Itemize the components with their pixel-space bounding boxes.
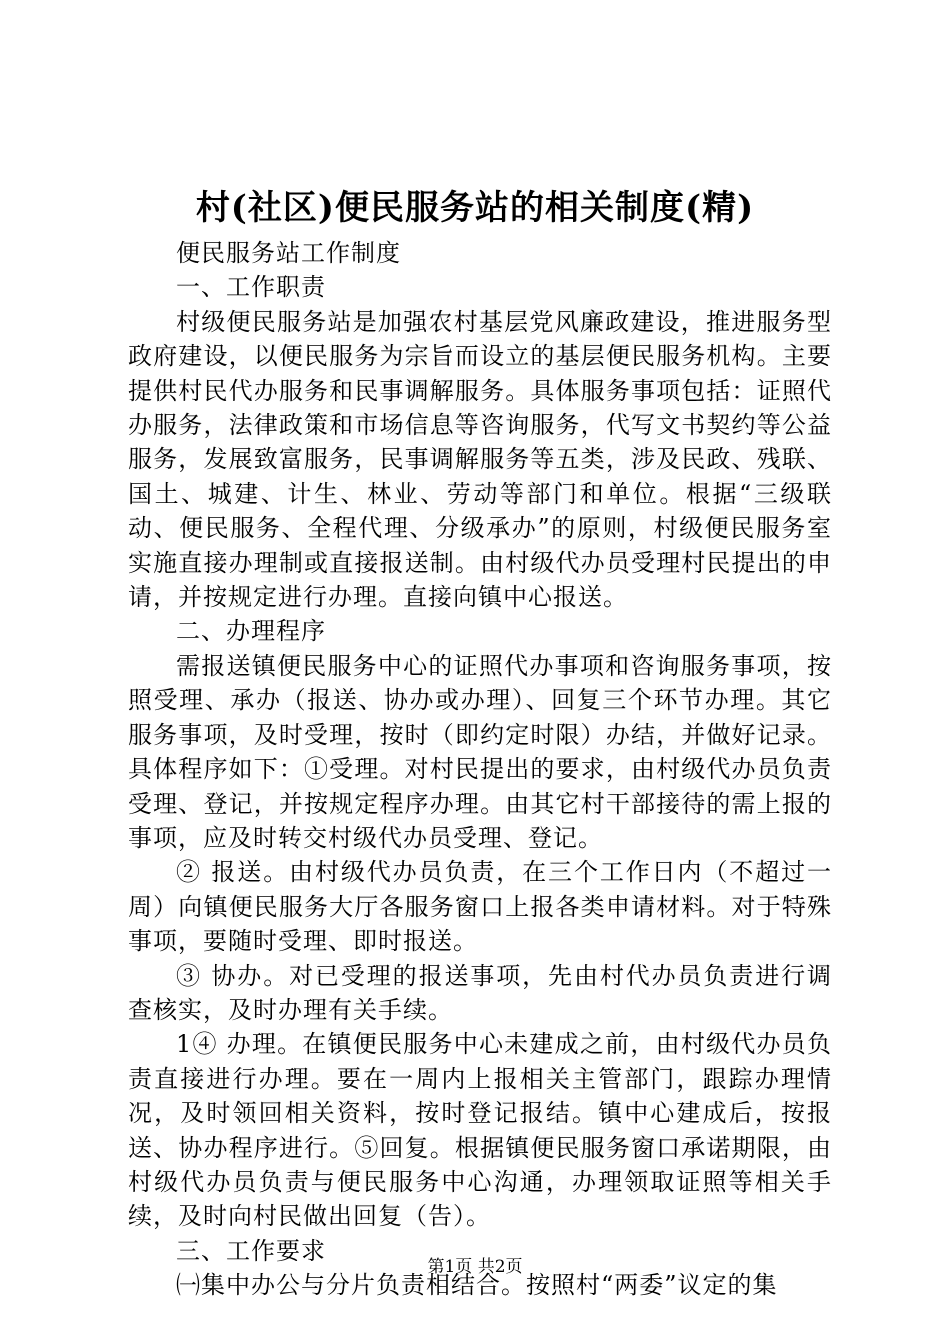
document-title: 村(社区)便民服务站的相关制度(精) (195, 188, 755, 228)
section-heading-3: 三、工作要求 (176, 1236, 326, 1265)
paragraph-handle: 1④ 办理。在镇便民服务中心未建成之前，由村级代办员负责直接进行办理。要在一周内上报相关主管部门，跟踪办理情况，及时领回相关资料，按时登记报结。镇中心建成后，按报送、协办程序进行。⑤回复。根据镇便民服务窗口承诺期限，由村级代办员负责与便民服务中心沟通，办理领取证照等相关手续，及时向村民做出回复（告）。 (128, 1030, 832, 1231)
paragraph-assist: ③ 协办。对已受理的报送事项，先由村代办员负责进行调查核实，及时办理有关手续。 (128, 961, 832, 1024)
section-heading-2: 二、办理程序 (176, 617, 326, 646)
paragraph-requirements: ㈠集中办公与分片负责相结合。按照村“两委”议定的集 (176, 1271, 778, 1300)
paragraph-duties: 村级便民服务站是加强农村基层党风廉政建设，推进服务型政府建设，以便民服务为宗旨而设立的基层便民服务机构。主要提供村民代办服务和民事调解服务。具体服务事项包括：证照代办服务，法律政策和市场信息等咨询服务，代写文书契约等公益服务，发展致富服务，民事调解服务等五类，涉及民政、残联、国土、城建、计生、林业、劳动等部门和单位。根据“三级联动、便民服务、全程代理、分级承办”的原则，村级便民服务室实施直接办理制或直接报送制。由村级代办员受理村民提出的申请，并按规定进行办理。直接向镇中心报送。 (128, 307, 832, 612)
section-heading-1: 一、工作职责 (176, 273, 326, 302)
paragraph-procedure: 需报送镇便民服务中心的证照代办事项和咨询服务事项，按照受理、承办（报送、协办或办理）、回复三个环节办理。其它服务事项，及时受理，按时（即约定时限）办结，并做好记录。具体程序如下：①受理。对村民提出的要求，由村级代办员负责受理、登记，并按规定程序办理。由其它村干部接待的需上报的事项，应及时转交村级代办员受理、登记。 (128, 651, 832, 852)
paragraph-report: ② 报送。由村级代办员负责，在三个工作日内（不超过一周）向镇便民服务大厅各服务窗口上报各类申请材料。对于特殊事项，要随时受理、即时报送。 (128, 858, 832, 956)
page-footer: 第1页 共2页 (427, 1257, 523, 1277)
document-body (128, 236, 832, 1303)
section-subtitle: 便民服务站工作制度 (176, 239, 401, 267)
